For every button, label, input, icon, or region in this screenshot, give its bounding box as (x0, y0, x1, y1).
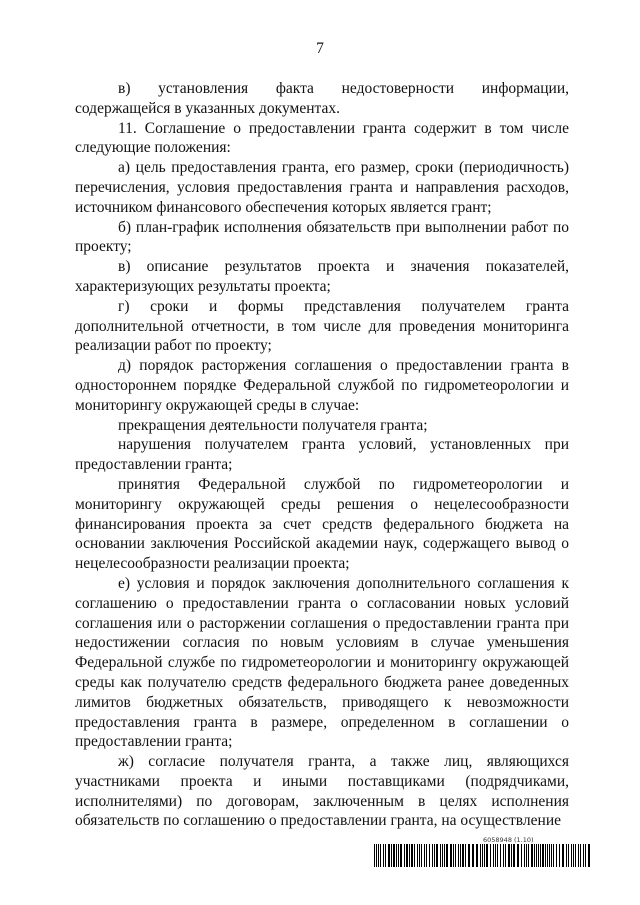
paragraph: прекращения деятельности получателя гранта; (118, 416, 428, 434)
document-body (75, 79, 569, 831)
paragraph: нарушения получателем гранта условий, установленных при предоставлении гранта; (75, 436, 569, 474)
paragraph: 11. Соглашение о предоставлении гранта содержит в том числе следующие положения: (75, 119, 569, 157)
barcode-icon (374, 844, 592, 867)
paragraph: д) порядок расторжения соглашения о предоставлении гранта в одностороннем порядке Федеральной службой по гидрометеорологии и мониторингу окружающей среды в случае: (75, 357, 569, 414)
document-code: 6058948 (1.10) (483, 836, 534, 844)
paragraph: б) план-график исполнения обязательств при выполнении работ по проекту; (75, 218, 569, 256)
paragraph: в) установления факта недостоверности информации, содержащейся в указанных документах. (75, 80, 569, 117)
paragraph: в) описание результатов проекта и значения показателей, характеризующих результаты проекта; (75, 258, 569, 295)
page-number: 7 (316, 40, 324, 57)
paragraph: а) цель предоставления гранта, его размер, сроки (периодичность) перечисления, условия предоставления гранта и направления расходов, источником финансового обеспечения которых является грант; (75, 159, 569, 216)
paragraph: е) условия и порядок заключения дополнительного соглашения к соглашению о предоставлении гранта о согласовании новых условий соглашения или о расторжении соглашения о предоставлении гранта при недостижении согласия по новым условиям в случае уменьшения Федеральной службе по гидрометеорологии и мониторингу окружающей среды как получателю средств федерального бюджета ранее доведенных лимитов бюджетных обязательств, приводящего к невозможности предоставления гранта в размере, определенном в соглашении о предоставлении гранта; (75, 574, 569, 751)
paragraph: г) сроки и формы представления получателем гранта дополнительной отчетности, в том числе для проведения мониторинга реализации работ по проекту; (75, 297, 569, 355)
paragraph: принятия Федеральной службой по гидрометеорологии и мониторингу окружающей среды решения о нецелесообразности финансирования проекта за счет средств федерального бюджета на основании заключения Российской академии наук, содержащего вывод о нецелесообразности реализации проекта; (75, 475, 569, 573)
paragraph: ж) согласие получателя гранта, а также лиц, являющихся участниками проекта и иными поставщиками (подрядчиками, исполнителями) по договорам, заключенным в целях исполнения обязательств по соглашению о предоставлении гранта, на осуществление (75, 753, 569, 830)
